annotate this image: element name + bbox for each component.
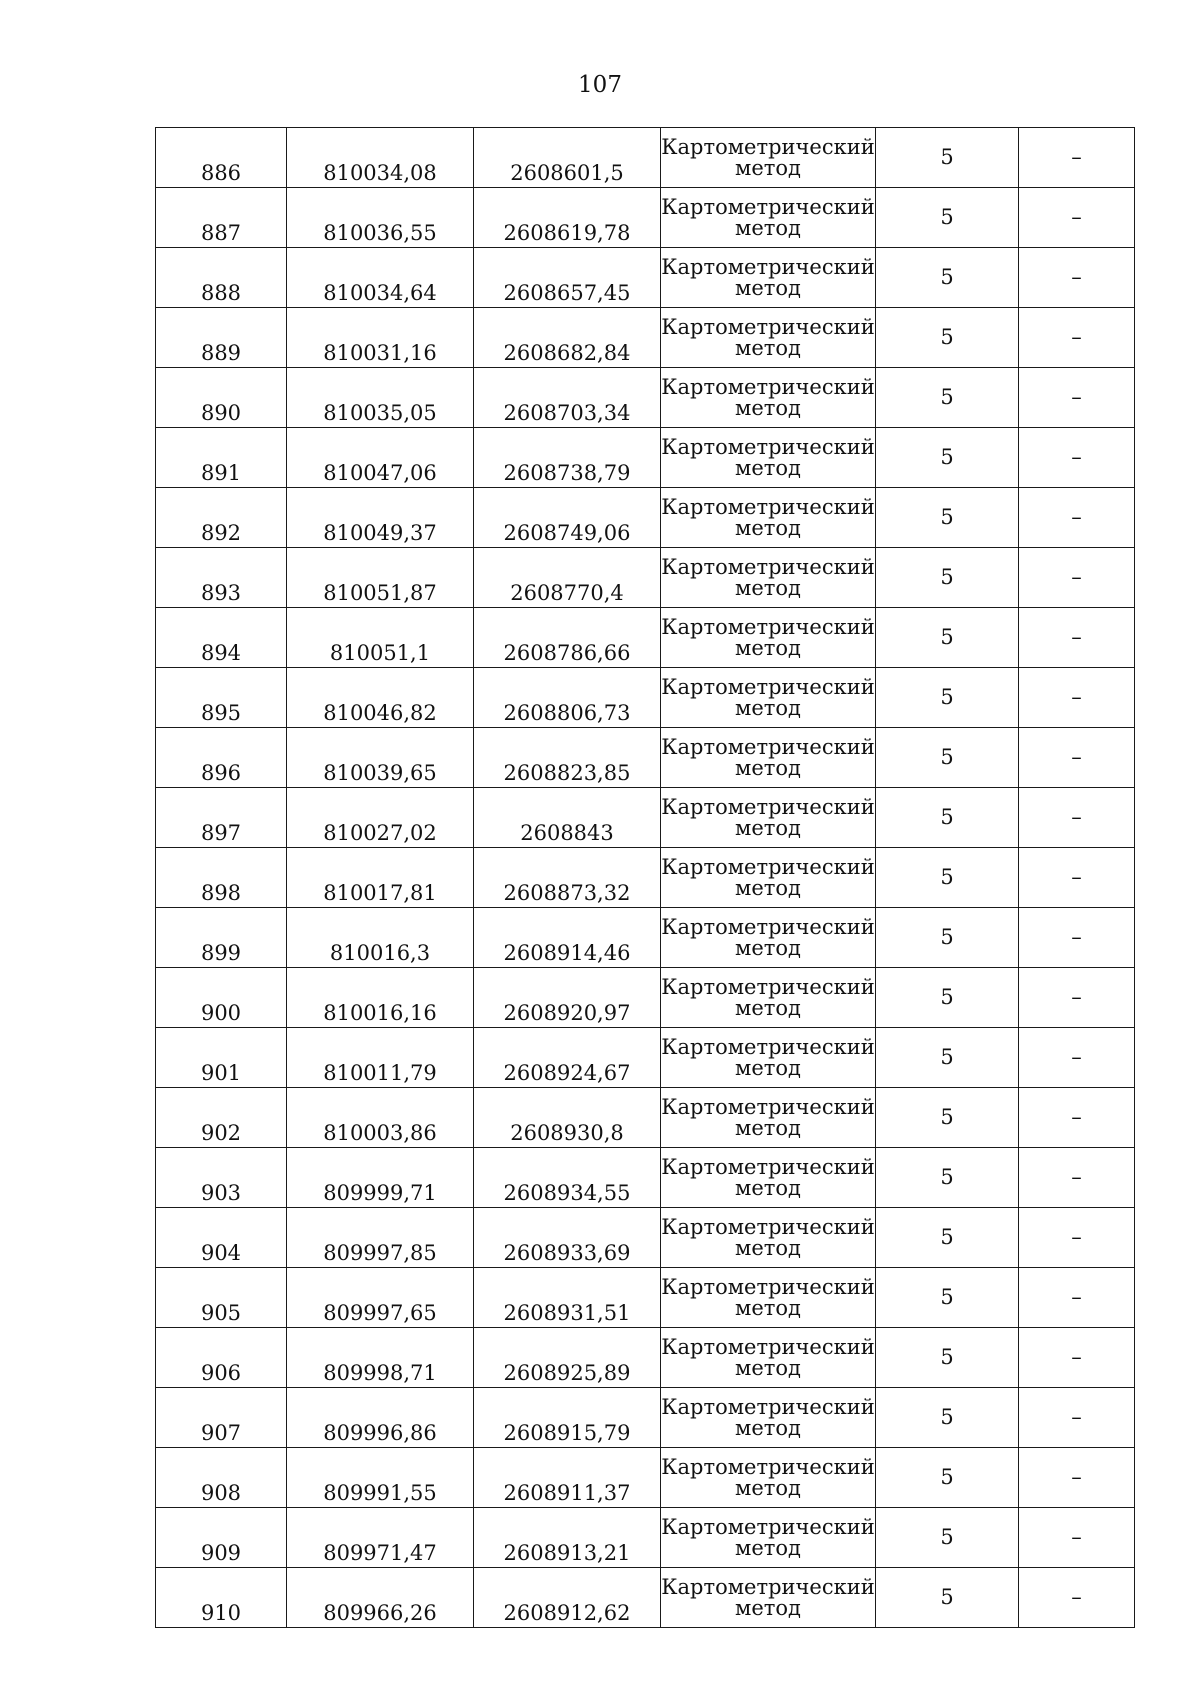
method-line-2: метод — [735, 575, 801, 600]
x-coordinate-cell: 810031,16 — [287, 308, 474, 368]
accuracy-cell: 5 — [876, 668, 1019, 728]
method-line-1: Картометрический — [661, 194, 875, 219]
table-row — [156, 908, 1135, 968]
table-row — [156, 368, 1135, 428]
method-line-2: метод — [735, 1175, 801, 1200]
table-row — [156, 488, 1135, 548]
method-line-2: метод — [735, 395, 801, 420]
y-coordinate-cell: 2608749,06 — [474, 488, 661, 548]
table-row — [156, 248, 1135, 308]
note-cell: – — [1019, 1508, 1135, 1568]
y-coordinate-cell: 2608920,97 — [474, 968, 661, 1028]
note-cell: – — [1019, 308, 1135, 368]
method-cell — [661, 1148, 876, 1208]
accuracy-cell: 5 — [876, 428, 1019, 488]
x-coordinate-cell: 810016,3 — [287, 908, 474, 968]
method-line-2: метод — [735, 755, 801, 780]
note-cell: – — [1019, 368, 1135, 428]
point-number-cell: 896 — [156, 728, 287, 788]
y-coordinate-cell: 2608619,78 — [474, 188, 661, 248]
x-coordinate-cell: 810046,82 — [287, 668, 474, 728]
y-coordinate-cell: 2608786,66 — [474, 608, 661, 668]
method-line-1: Картометрический — [661, 1334, 875, 1359]
method-line-2: метод — [735, 1115, 801, 1140]
method-cell — [661, 248, 876, 308]
method-cell — [661, 1088, 876, 1148]
note-cell: – — [1019, 788, 1135, 848]
method-line-2: метод — [735, 635, 801, 660]
method-cell — [661, 1208, 876, 1268]
x-coordinate-cell: 809997,85 — [287, 1208, 474, 1268]
accuracy-cell: 5 — [876, 1448, 1019, 1508]
method-line-1: Картометрический — [661, 854, 875, 879]
method-cell — [661, 488, 876, 548]
method-line-1: Картометрический — [661, 554, 875, 579]
method-line-1: Картометрический — [661, 1274, 875, 1299]
note-cell: – — [1019, 1148, 1135, 1208]
point-number-cell: 905 — [156, 1268, 287, 1328]
note-cell: – — [1019, 1088, 1135, 1148]
method-line-1: Картометрический — [661, 314, 875, 339]
point-number-cell: 891 — [156, 428, 287, 488]
method-line-2: метод — [735, 1295, 801, 1320]
x-coordinate-cell: 810016,16 — [287, 968, 474, 1028]
y-coordinate-cell: 2608924,67 — [474, 1028, 661, 1088]
method-line-1: Картометрический — [661, 434, 875, 459]
y-coordinate-cell: 2608738,79 — [474, 428, 661, 488]
method-line-1: Картометрический — [661, 1574, 875, 1599]
accuracy-cell: 5 — [876, 1508, 1019, 1568]
method-cell — [661, 1268, 876, 1328]
method-line-2: метод — [735, 695, 801, 720]
coordinates-table — [155, 127, 1135, 1628]
method-cell — [661, 668, 876, 728]
method-line-2: метод — [735, 335, 801, 360]
method-line-2: метод — [735, 1235, 801, 1260]
point-number-cell: 910 — [156, 1568, 287, 1628]
table-row — [156, 1448, 1135, 1508]
accuracy-cell: 5 — [876, 1388, 1019, 1448]
point-number-cell: 900 — [156, 968, 287, 1028]
y-coordinate-cell: 2608930,8 — [474, 1088, 661, 1148]
accuracy-cell: 5 — [876, 968, 1019, 1028]
coordinates-table-body — [156, 128, 1135, 1628]
x-coordinate-cell: 810035,05 — [287, 368, 474, 428]
y-coordinate-cell: 2608912,62 — [474, 1568, 661, 1628]
method-cell — [661, 1448, 876, 1508]
accuracy-cell: 5 — [876, 788, 1019, 848]
y-coordinate-cell: 2608873,32 — [474, 848, 661, 908]
accuracy-cell: 5 — [876, 368, 1019, 428]
note-cell: – — [1019, 608, 1135, 668]
point-number-cell: 899 — [156, 908, 287, 968]
method-line-2: метод — [735, 215, 801, 240]
x-coordinate-cell: 810051,1 — [287, 608, 474, 668]
y-coordinate-cell: 2608915,79 — [474, 1388, 661, 1448]
method-cell — [661, 308, 876, 368]
x-coordinate-cell: 810039,65 — [287, 728, 474, 788]
x-coordinate-cell: 810034,08 — [287, 128, 474, 188]
point-number-cell: 897 — [156, 788, 287, 848]
table-row — [156, 668, 1135, 728]
x-coordinate-cell: 810003,86 — [287, 1088, 474, 1148]
method-cell — [661, 1508, 876, 1568]
table-row — [156, 968, 1135, 1028]
method-cell — [661, 548, 876, 608]
y-coordinate-cell: 2608914,46 — [474, 908, 661, 968]
method-line-2: метод — [735, 1415, 801, 1440]
point-number-cell: 893 — [156, 548, 287, 608]
table-row — [156, 1028, 1135, 1088]
note-cell: – — [1019, 188, 1135, 248]
point-number-cell: 887 — [156, 188, 287, 248]
method-line-1: Картометрический — [661, 1454, 875, 1479]
y-coordinate-cell: 2608682,84 — [474, 308, 661, 368]
x-coordinate-cell: 809999,71 — [287, 1148, 474, 1208]
point-number-cell: 895 — [156, 668, 287, 728]
method-cell — [661, 608, 876, 668]
y-coordinate-cell: 2608657,45 — [474, 248, 661, 308]
x-coordinate-cell: 809971,47 — [287, 1508, 474, 1568]
method-cell — [661, 728, 876, 788]
method-line-2: метод — [735, 1355, 801, 1380]
method-cell — [661, 1328, 876, 1388]
table-row — [156, 1508, 1135, 1568]
x-coordinate-cell: 809998,71 — [287, 1328, 474, 1388]
note-cell: – — [1019, 428, 1135, 488]
accuracy-cell: 5 — [876, 488, 1019, 548]
y-coordinate-cell: 2608931,51 — [474, 1268, 661, 1328]
point-number-cell: 901 — [156, 1028, 287, 1088]
table-row — [156, 1328, 1135, 1388]
note-cell: – — [1019, 908, 1135, 968]
table-row — [156, 728, 1135, 788]
accuracy-cell: 5 — [876, 608, 1019, 668]
point-number-cell: 902 — [156, 1088, 287, 1148]
point-number-cell: 889 — [156, 308, 287, 368]
method-line-2: метод — [735, 155, 801, 180]
accuracy-cell: 5 — [876, 128, 1019, 188]
method-line-2: метод — [735, 875, 801, 900]
y-coordinate-cell: 2608770,4 — [474, 548, 661, 608]
method-line-1: Картометрический — [661, 914, 875, 939]
method-cell — [661, 368, 876, 428]
method-cell — [661, 788, 876, 848]
accuracy-cell: 5 — [876, 1088, 1019, 1148]
note-cell: – — [1019, 848, 1135, 908]
method-line-1: Картометрический — [661, 254, 875, 279]
method-line-1: Картометрический — [661, 974, 875, 999]
table-row — [156, 1388, 1135, 1448]
x-coordinate-cell: 810047,06 — [287, 428, 474, 488]
y-coordinate-cell: 2608806,73 — [474, 668, 661, 728]
note-cell: – — [1019, 968, 1135, 1028]
x-coordinate-cell: 809996,86 — [287, 1388, 474, 1448]
accuracy-cell: 5 — [876, 308, 1019, 368]
method-cell — [661, 908, 876, 968]
accuracy-cell: 5 — [876, 848, 1019, 908]
method-cell — [661, 1028, 876, 1088]
method-cell — [661, 1568, 876, 1628]
accuracy-cell: 5 — [876, 188, 1019, 248]
note-cell: – — [1019, 128, 1135, 188]
method-cell — [661, 128, 876, 188]
point-number-cell: 892 — [156, 488, 287, 548]
note-cell: – — [1019, 1028, 1135, 1088]
method-cell — [661, 1388, 876, 1448]
table-row — [156, 608, 1135, 668]
method-line-1: Картометрический — [661, 1154, 875, 1179]
method-line-2: метод — [735, 935, 801, 960]
point-number-cell: 890 — [156, 368, 287, 428]
y-coordinate-cell: 2608934,55 — [474, 1148, 661, 1208]
table-row — [156, 1268, 1135, 1328]
table-row — [156, 1208, 1135, 1268]
note-cell: – — [1019, 1388, 1135, 1448]
method-line-2: метод — [735, 275, 801, 300]
table-row — [156, 128, 1135, 188]
note-cell: – — [1019, 1448, 1135, 1508]
table-row — [156, 308, 1135, 368]
accuracy-cell: 5 — [876, 1148, 1019, 1208]
table-row — [156, 788, 1135, 848]
note-cell: – — [1019, 1328, 1135, 1388]
y-coordinate-cell: 2608933,69 — [474, 1208, 661, 1268]
point-number-cell: 909 — [156, 1508, 287, 1568]
accuracy-cell: 5 — [876, 1028, 1019, 1088]
method-line-1: Картометрический — [661, 1094, 875, 1119]
point-number-cell: 908 — [156, 1448, 287, 1508]
point-number-cell: 906 — [156, 1328, 287, 1388]
method-line-2: метод — [735, 815, 801, 840]
method-line-2: метод — [735, 995, 801, 1020]
table-row — [156, 1568, 1135, 1628]
x-coordinate-cell: 810011,79 — [287, 1028, 474, 1088]
y-coordinate-cell: 2608843 — [474, 788, 661, 848]
x-coordinate-cell: 810027,02 — [287, 788, 474, 848]
table-row — [156, 188, 1135, 248]
accuracy-cell: 5 — [876, 1208, 1019, 1268]
table-row — [156, 548, 1135, 608]
accuracy-cell: 5 — [876, 908, 1019, 968]
table-row — [156, 428, 1135, 488]
method-line-2: метод — [735, 515, 801, 540]
method-line-1: Картометрический — [661, 734, 875, 759]
note-cell: – — [1019, 1268, 1135, 1328]
point-number-cell: 904 — [156, 1208, 287, 1268]
accuracy-cell: 5 — [876, 1328, 1019, 1388]
x-coordinate-cell: 809991,55 — [287, 1448, 474, 1508]
y-coordinate-cell: 2608601,5 — [474, 128, 661, 188]
note-cell: – — [1019, 728, 1135, 788]
accuracy-cell: 5 — [876, 1568, 1019, 1628]
x-coordinate-cell: 809966,26 — [287, 1568, 474, 1628]
accuracy-cell: 5 — [876, 248, 1019, 308]
y-coordinate-cell: 2608911,37 — [474, 1448, 661, 1508]
y-coordinate-cell: 2608703,34 — [474, 368, 661, 428]
method-line-2: метод — [735, 1595, 801, 1620]
note-cell: – — [1019, 1568, 1135, 1628]
note-cell: – — [1019, 548, 1135, 608]
accuracy-cell: 5 — [876, 728, 1019, 788]
point-number-cell: 886 — [156, 128, 287, 188]
method-cell — [661, 428, 876, 488]
note-cell: – — [1019, 248, 1135, 308]
accuracy-cell: 5 — [876, 1268, 1019, 1328]
table-row — [156, 1148, 1135, 1208]
y-coordinate-cell: 2608913,21 — [474, 1508, 661, 1568]
y-coordinate-cell: 2608823,85 — [474, 728, 661, 788]
method-line-1: Картометрический — [661, 794, 875, 819]
accuracy-cell: 5 — [876, 548, 1019, 608]
method-line-1: Картометрический — [661, 1034, 875, 1059]
method-line-1: Картометрический — [661, 1214, 875, 1239]
point-number-cell: 907 — [156, 1388, 287, 1448]
note-cell: – — [1019, 488, 1135, 548]
point-number-cell: 903 — [156, 1148, 287, 1208]
table-row — [156, 1088, 1135, 1148]
method-line-1: Картометрический — [661, 1514, 875, 1539]
y-coordinate-cell: 2608925,89 — [474, 1328, 661, 1388]
x-coordinate-cell: 810049,37 — [287, 488, 474, 548]
point-number-cell: 888 — [156, 248, 287, 308]
method-line-1: Картометрический — [661, 1394, 875, 1419]
table-row — [156, 848, 1135, 908]
note-cell: – — [1019, 1208, 1135, 1268]
x-coordinate-cell: 810034,64 — [287, 248, 474, 308]
page-number: 107 — [578, 72, 622, 98]
method-line-1: Картометрический — [661, 674, 875, 699]
x-coordinate-cell: 810017,81 — [287, 848, 474, 908]
method-line-1: Картометрический — [661, 374, 875, 399]
x-coordinate-cell: 810036,55 — [287, 188, 474, 248]
x-coordinate-cell: 809997,65 — [287, 1268, 474, 1328]
method-line-2: метод — [735, 1475, 801, 1500]
method-line-1: Картометрический — [661, 614, 875, 639]
method-line-2: метод — [735, 455, 801, 480]
method-cell — [661, 188, 876, 248]
point-number-cell: 894 — [156, 608, 287, 668]
method-cell — [661, 968, 876, 1028]
point-number-cell: 898 — [156, 848, 287, 908]
method-line-2: метод — [735, 1535, 801, 1560]
method-line-2: метод — [735, 1055, 801, 1080]
method-line-1: Картометрический — [661, 134, 875, 159]
method-line-1: Картометрический — [661, 494, 875, 519]
method-cell — [661, 848, 876, 908]
x-coordinate-cell: 810051,87 — [287, 548, 474, 608]
note-cell: – — [1019, 668, 1135, 728]
